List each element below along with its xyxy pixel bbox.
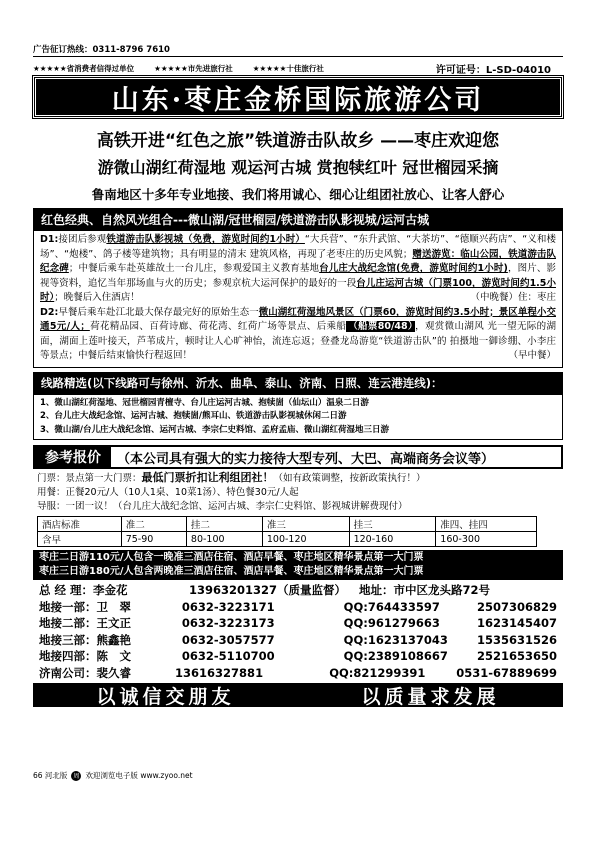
meal-line: 用餐：正餐20元/人（10人1桌、10菜1汤）、特色餐30元/人起 <box>37 487 299 498</box>
list-item: 1、微山湖红荷湿地、冠世榴园青檀寺、台儿庄运河古城、抱犊崮（仙坛山）温泉二日游 <box>40 397 369 408</box>
section-title-red-classic: 红色经典、自然风光组合---微山湖/冠世榴园/铁道游击队影视城/运河古城 <box>33 208 563 230</box>
honor-3: ★★★★★十佳旅行社 <box>252 63 324 73</box>
day-1-itinerary: D1:接团后参观铁道游击队影视城（免费，游览时间约1小时）“大兵营”、“东升武馆、“大茶坊”、“德顺兴药店”、“义和楼场”、“炮楼”、鸽子楼等建筑物；具有明显的清末 建筑风格，再现了老枣庄的历史风貌；赠送游览：临山公园，铁道游击队纪念碑；中餐后乘车赴英雄故土一台儿庄，参观爱国主义教育基地台儿庄大战纪念馆(免费，游览时间约1小时)，图片、影视等资料，追忆当年那场血与火的历史；参观京杭大运河保护的最好的一段台儿庄运河古城（门票100，游览时间约1.5小时）；晚餐后入住酒店！ （中晚餐）住：枣庄 <box>40 233 556 306</box>
contact-row: 地接一部：卫 翠 0632-3223171 QQ:764433597 2507306829 <box>39 599 557 614</box>
page-number: 66 河北版 <box>33 771 68 780</box>
motto-banner <box>33 683 563 707</box>
section-title-featured-lines: 线路精选(以下线路可与徐州、沂水、曲阜、泰山、济南、日照、连云港连线)： <box>33 372 563 394</box>
ticket-line: 门票：景点第一大门票：最低门票折扣让利组团社！（如有政策调整，按新政策执行！） <box>37 471 426 484</box>
honor-2: ★★★★★市先进旅行社 <box>154 63 233 73</box>
day-2-meals: （早中餐） <box>508 350 556 361</box>
price-header <box>33 445 563 469</box>
package-summary <box>33 550 563 580</box>
price-title: 参考报价 <box>35 447 111 467</box>
divider <box>33 56 563 57</box>
day-label: D1: <box>40 234 59 245</box>
itinerary-box <box>33 230 563 368</box>
slogan-3: 鲁南地区十多年专业地接、我们将用诚心、细心让组团社放心、让客人舒心 <box>91 187 505 202</box>
contact-row: 地接四部：陈 文 0632-5110700 QQ:2389108667 2521653650 <box>39 649 557 663</box>
contact-list <box>33 580 563 683</box>
ticket-info <box>33 469 563 516</box>
table-row: 含早 75-90 80-100 100-120 120-160 160-300 <box>38 532 537 547</box>
day-2-itinerary: D2:早餐后乘车赴江北最大保存最完好的原始生态一微山湖红荷湿地风景区（门票60，游览时间约3.5小时；景区单程小交通5元/人；荷花精品园、百荷诗廊、荷花湾、红荷广场等景点、后乘船 （船票80/48） ，观赏微山湖风 光一望无际的湖面，湖面上莲叶接天，芦苇成片，顿时让人心旷神怡，流连忘返；登叠龙岛游览“铁道游击队”的 拍摄地一御诊绷、小李庄等景点；中餐后结束愉快行程返回！ （早中餐） <box>40 306 556 364</box>
contact-row: 济南公司：裴久睿 13616327881 QQ:821299391 0531-67889699 <box>39 665 557 680</box>
list-item: 3、微山湖/台儿庄大战纪念馆、运河古城、李宗仁史料馆、孟府孟庙、微山湖红荷湿地三日游 <box>40 424 390 435</box>
featured-lines-list <box>33 394 563 441</box>
contact-row: 地接二部：王文正 0632-3223173 QQ:961279663 1623145407 <box>39 616 557 630</box>
ad-hotline: 广告征订热线：0311-8796 7610 <box>33 45 170 55</box>
motto-left: 以诚信交朋友 <box>96 685 235 708</box>
license-number: 许可证号：L-SD-04010 <box>435 64 551 76</box>
price-note: （本公司具有强大的实力接待大型专列、大巴、高端商务会议等） <box>117 451 495 467</box>
honor-1: ★★★★★省消费者信得过单位 <box>33 63 135 73</box>
table-row: 酒店标准 准二 挂二 准三 挂三 准四、挂四 <box>38 517 537 532</box>
company-banner: 山东·枣庄金桥国际旅游公司 <box>33 76 563 118</box>
motto-right: 以质量求发展 <box>361 685 500 708</box>
contact-row: 地接三部：熊鑫艳 0632-3057577 QQ:1623137043 1535631526 <box>39 632 557 647</box>
advertisement-page <box>33 60 563 760</box>
two-day-package: 枣庄二日游110元/人包含一晚准三酒店住宿、酒店早餐、枣庄地区精华景点第一大门票 <box>39 552 424 563</box>
footer-text: 欢迎浏览电子版 www.zyoo.net <box>85 771 193 780</box>
contact-row: 总 经 理：李金花 13963201327（质量监督） 地址：市中区龙头路72号 <box>39 583 491 597</box>
slogan-1: 高铁开进“红色之旅”铁道游击队故乡 ——枣庄欢迎您 <box>96 131 500 151</box>
slogan-2: 游微山湖红荷湿地 观运河古城 赏抱犊红叶 冠世榴园采摘 <box>97 158 499 177</box>
list-item: 2、台儿庄大战纪念馆、运河古城、抱犊崮/熊耳山、铁道游击队影视城休闲二日游 <box>40 411 347 421</box>
day-label: D2: <box>40 306 59 318</box>
day-1-meals: （中晚餐）住：枣庄 <box>470 292 556 303</box>
guide-line: 导服：一团一议！（台儿庄大战纪念馆、运河古城、李宗仁史料馆、影视城讲解费现付） <box>37 501 408 512</box>
page-footer <box>33 770 193 781</box>
hotel-price-table <box>37 516 537 547</box>
three-day-package: 枣庄三日游180元/人包含两晚准三酒店住宿、酒店早餐、枣庄地区精华景点第一大门票 <box>39 566 424 577</box>
honors-row <box>33 60 563 76</box>
magazine-logo-icon: 周 <box>71 771 81 781</box>
